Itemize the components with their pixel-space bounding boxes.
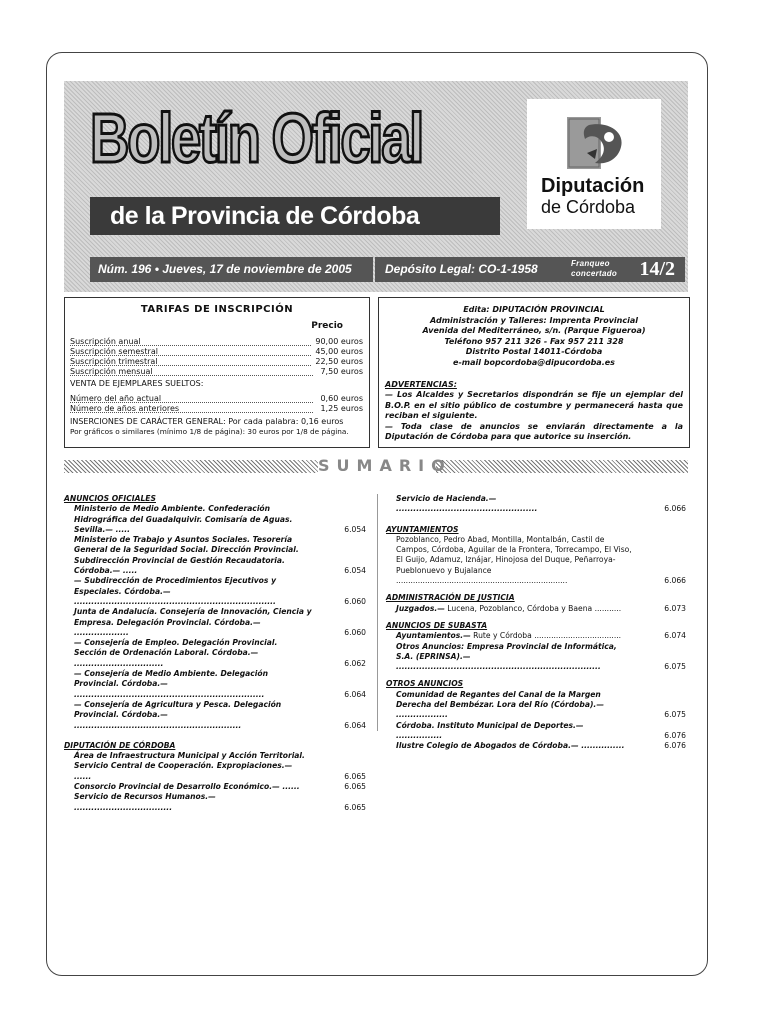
advertencias: ADVERTENCIAS: — Los Alcaldes y Secretarios dispondrán se fije un ejemplar del B.O.P. en el sitio público de costumbre y permanecerá hasta que reciban el siguiente. — Toda clase de anuncios se enviarán directamente a la Diputación de Córdoba para que autorice su inserción. xyxy=(385,380,683,442)
sumario-left-column xyxy=(64,494,368,813)
list-item: Servicio de Hacienda.— ................................................. 6.066 xyxy=(396,494,686,514)
inserciones-text: INSERCIONES DE CARÁCTER GENERAL: Por cada palabra: 0,16 euros xyxy=(70,417,344,426)
section-heading: ANUNCIOS OFICIALES xyxy=(64,494,156,503)
graficos-text: Por gráficos o similares (mínimo 1/8 de página): 30 euros por 1/8 de página. xyxy=(70,427,349,436)
section-heading: ANUNCIOS DE SUBASTA xyxy=(386,620,488,630)
list-item: Córdoba. Instituto Municipal de Deportes.— ................ 6.076 xyxy=(396,720,686,740)
deposito-band: Depósito Legal: CO-1-1958 xyxy=(375,257,568,282)
publisher-info: Edita: DIPUTACIÓN PROVINCIAL Administración y Talleres: Imprenta Provincial Avenida del Mediterráneo, s/n. (Parque Figueroa) Teléfono 957 211 326 - Fax 957 211 328 Distrito Postal 14011-Córdoba e-mail bopcordoba@dipucordoba.es xyxy=(422,305,646,367)
list-item: — Subdirección de Procedimientos Ejecutivos y Especiales. Córdoba.— ...................................................................... 6.060 xyxy=(74,576,366,606)
section-heading: OTROS ANUNCIOS xyxy=(386,679,464,689)
list-item: Junta de Andalucía. Consejería de Innovación, Ciencia y Empresa. Delegación Provincial. Córdoba.— ................... 6.060 xyxy=(74,607,366,637)
edita-box xyxy=(378,297,690,448)
list-item: Área de Infraestructura Municipal y Acción Territorial. Servicio Central de Cooperación. Expropiaciones.— ...... 6.065 xyxy=(74,751,366,781)
section-heading: DIPUTACIÓN DE CÓRDOBA xyxy=(64,740,176,750)
list-item: Consorcio Provincial de Desarrollo Económico.— ...... 6.065 xyxy=(74,782,366,792)
tarifa-row: Suscripción semestral 45,00 euros xyxy=(70,347,363,356)
precio-label: Precio xyxy=(311,321,343,331)
venta-label: VENTA DE EJEMPLARES SUELTOS: xyxy=(70,379,204,388)
tarifa-row: Suscripción anual 90,00 euros xyxy=(70,337,363,346)
list-item: — Consejería de Agricultura y Pesca. Delegación Provincial. Córdoba.— .......................................................... 6.064 xyxy=(74,699,366,730)
list-item: Ayuntamientos.— Rute y Córdoba .................................... 6.074 xyxy=(396,631,686,641)
list-item: Ministerio de Trabajo y Asuntos Sociales. Tesorería General de la Seguridad Social. Dirección Provincial. Subdirección Provincial de Gestión Recaudatoria. Córdoba.— ..... 6.054 xyxy=(74,535,366,576)
tarifa-row: Suscripción trimestral 22,50 euros xyxy=(70,357,363,366)
tarifas-box xyxy=(64,297,370,448)
section-heading: ADMINISTRACIÓN DE JUSTICIA xyxy=(386,593,515,603)
issue-band: Núm. 196 • Jueves, 17 de noviembre de 2005 xyxy=(90,257,373,282)
column-divider xyxy=(377,494,378,731)
tarifas-title: TARIFAS DE INSCRIPCIÓN xyxy=(140,304,294,315)
list-item: Ilustre Colegio de Abogados de Córdoba.— ............... 6.076 xyxy=(396,741,686,751)
list-item: Juzgados.— Lucena, Pozoblanco, Córdoba y Baena ........... 6.073 xyxy=(396,603,686,613)
list-item: Pozoblanco, Pedro Abad, Montilla, Montalbán, Castil de Campos, Córdoba, Aguilar de la Frontera, Torrecampo, El Viso, El Guijo, Adamuz, Iznájar, Hinojosa del Duque, Peñarroya-Pueblonuevo y Bujalance ....................................................................... 6.066 xyxy=(396,534,686,586)
franqueo-band xyxy=(565,257,685,282)
tarifa-row: Suscripción mensual 7,50 euros xyxy=(70,367,363,376)
org-region: de Córdoba xyxy=(541,197,636,217)
franqueo-label: Franqueo xyxy=(571,259,610,268)
section-heading: AYUNTAMIENTOS xyxy=(386,524,459,534)
newspaper-title: Boletín Oficial xyxy=(90,99,422,177)
list-item: Ministerio de Medio Ambiente. Confederación Hidrográfica del Guadalquivir. Comisaría de Aguas. Sevilla.— ..... 6.054 xyxy=(74,504,366,534)
concertado-label: concertado xyxy=(571,269,618,278)
org-name: Diputación xyxy=(541,175,645,197)
sumario-label: SUMARIO xyxy=(318,456,452,475)
list-item: Comunidad de Regantes del Canal de la Margen Derecha del Bembézar. Lora del Río (Córdoba).— .................. 6.075 xyxy=(396,689,686,720)
newspaper-subtitle: de la Provincia de Córdoba xyxy=(110,202,420,230)
venta-row: Número de años anteriores 1,25 euros xyxy=(70,404,363,413)
list-item: — Consejería de Medio Ambiente. Delegación Provincial. Córdoba.— .................................................................. 6.064 xyxy=(74,669,366,699)
diputacion-emblem-icon xyxy=(567,113,627,173)
franqueo-number: 14/2 xyxy=(639,258,675,280)
sumario-right-column xyxy=(386,494,688,752)
venta-row: Número del año actual 0,60 euros xyxy=(70,394,363,403)
list-item: Servicio de Recursos Humanos.— .................................. 6.065 xyxy=(74,792,366,812)
list-item: Otros Anuncios: Empresa Provincial de Informática, S.A. (EPRINSA).— ....................................................................... 6.075 xyxy=(396,641,686,672)
list-item: — Consejería de Empleo. Delegación Provincial. Sección de Ordenación Laboral. Córdoba.— ............................... 6.062 xyxy=(74,638,366,668)
